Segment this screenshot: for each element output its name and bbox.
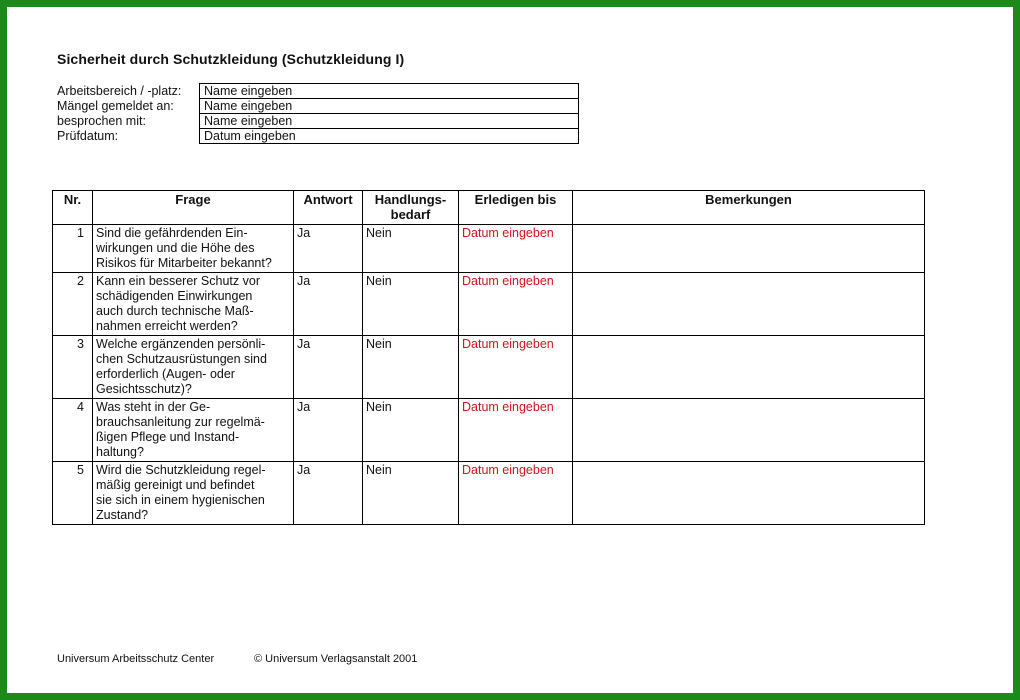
row-handlungsbedarf[interactable]: Nein <box>363 399 459 462</box>
table-row <box>53 336 925 399</box>
row-nr: 2 <box>53 273 93 336</box>
header-handlungsbedarf-line2: bedarf <box>390 207 431 222</box>
info-row-besprochen <box>57 114 579 129</box>
info-label: Prüfdatum: <box>57 129 119 143</box>
header-bemerkungen: Bemerkungen <box>573 191 925 225</box>
row-erledigen-bis[interactable]: Datum eingeben <box>459 225 573 273</box>
row-erledigen-bis[interactable]: Datum eingeben <box>459 336 573 399</box>
header-antwort: Antwort <box>294 191 363 225</box>
frage-line: schädigenden Einwirkungen <box>96 289 253 303</box>
header-erledigen: Erledigen bis <box>459 191 573 225</box>
info-row-pruefdatum <box>57 129 579 144</box>
row-nr: 4 <box>53 399 93 462</box>
row-antwort[interactable]: Ja <box>294 399 363 462</box>
row-frage <box>93 273 294 336</box>
frage-line: wirkungen und die Höhe des <box>96 241 255 255</box>
frage-line: Gesichtsschutz)? <box>96 382 192 396</box>
row-frage <box>93 399 294 462</box>
row-nr: 3 <box>53 336 93 399</box>
row-bemerkungen[interactable] <box>573 399 925 462</box>
frage-line: Welche ergänzenden persönli- <box>96 337 266 351</box>
row-erledigen-bis[interactable]: Datum eingeben <box>459 273 573 336</box>
document-title: Sicherheit durch Schutzkleidung (Schutzkleidung I) <box>57 51 405 67</box>
frage-line: Sind die gefährdenden Ein- <box>96 226 248 240</box>
header-handlungsbedarf-line1: Handlungs- <box>374 192 447 207</box>
table-row <box>53 462 925 525</box>
pruefdatum-field[interactable]: Datum eingeben <box>200 129 579 144</box>
info-row-arbeitsbereich <box>57 84 579 99</box>
frage-line: auch durch technische Maß- <box>96 304 254 318</box>
table-row <box>53 225 925 273</box>
frage-line: mäßig gereinigt und befindet <box>96 478 255 492</box>
row-bemerkungen[interactable] <box>573 273 925 336</box>
row-erledigen-bis[interactable]: Datum eingeben <box>459 462 573 525</box>
row-nr: 1 <box>53 225 93 273</box>
besprochen-mit-field[interactable]: Name eingeben <box>200 114 579 129</box>
row-nr: 5 <box>53 462 93 525</box>
row-frage <box>93 336 294 399</box>
info-label: besprochen mit: <box>57 114 146 128</box>
row-antwort[interactable]: Ja <box>294 273 363 336</box>
frage-line: brauchsanleitung zur regelmä- <box>96 415 265 429</box>
frage-line: erforderlich (Augen- oder <box>96 367 235 381</box>
maengel-gemeldet-field[interactable]: Name eingeben <box>200 99 579 114</box>
frage-line: Wird die Schutzkleidung regel- <box>96 463 266 477</box>
frage-line: Was steht in der Ge- <box>96 400 211 414</box>
frage-line: Zustand? <box>96 508 149 522</box>
row-frage <box>93 462 294 525</box>
table-row <box>53 399 925 462</box>
footer-publisher: Universum Arbeitsschutz Center <box>57 653 215 665</box>
checklist-table <box>52 190 925 525</box>
arbeitsbereich-field[interactable]: Name eingeben <box>200 84 579 99</box>
row-handlungsbedarf[interactable]: Nein <box>363 225 459 273</box>
header-frage: Frage <box>93 191 294 225</box>
frage-line: sie sich in einem hygienischen <box>96 493 265 507</box>
row-handlungsbedarf[interactable]: Nein <box>363 462 459 525</box>
info-row-maengel <box>57 99 579 114</box>
row-bemerkungen[interactable] <box>573 336 925 399</box>
table-header-row <box>53 191 925 225</box>
row-antwort[interactable]: Ja <box>294 462 363 525</box>
row-erledigen-bis[interactable]: Datum eingeben <box>459 399 573 462</box>
info-label: Arbeitsbereich / -platz: <box>57 84 182 98</box>
frage-line: Kann ein besserer Schutz vor <box>96 274 260 288</box>
header-nr: Nr. <box>53 191 93 225</box>
header-handlungsbedarf <box>363 191 459 225</box>
row-handlungsbedarf[interactable]: Nein <box>363 336 459 399</box>
frage-line: haltung? <box>96 445 144 459</box>
info-fields <box>57 83 579 144</box>
frage-line: ßigen Pflege und Instand- <box>96 430 240 444</box>
frage-line: Risikos für Mitarbeiter bekannt? <box>96 256 272 270</box>
frage-line: chen Schutzausrüstungen sind <box>96 352 267 366</box>
table-row <box>53 273 925 336</box>
row-handlungsbedarf[interactable]: Nein <box>363 273 459 336</box>
row-antwort[interactable]: Ja <box>294 336 363 399</box>
row-bemerkungen[interactable] <box>573 462 925 525</box>
footer-copyright: © Universum Verlagsanstalt 2001 <box>254 653 418 665</box>
frage-line: nahmen erreicht werden? <box>96 319 238 333</box>
info-label: Mängel gemeldet an: <box>57 99 174 113</box>
document-page <box>7 7 1013 693</box>
row-antwort[interactable]: Ja <box>294 225 363 273</box>
row-frage <box>93 225 294 273</box>
row-bemerkungen[interactable] <box>573 225 925 273</box>
